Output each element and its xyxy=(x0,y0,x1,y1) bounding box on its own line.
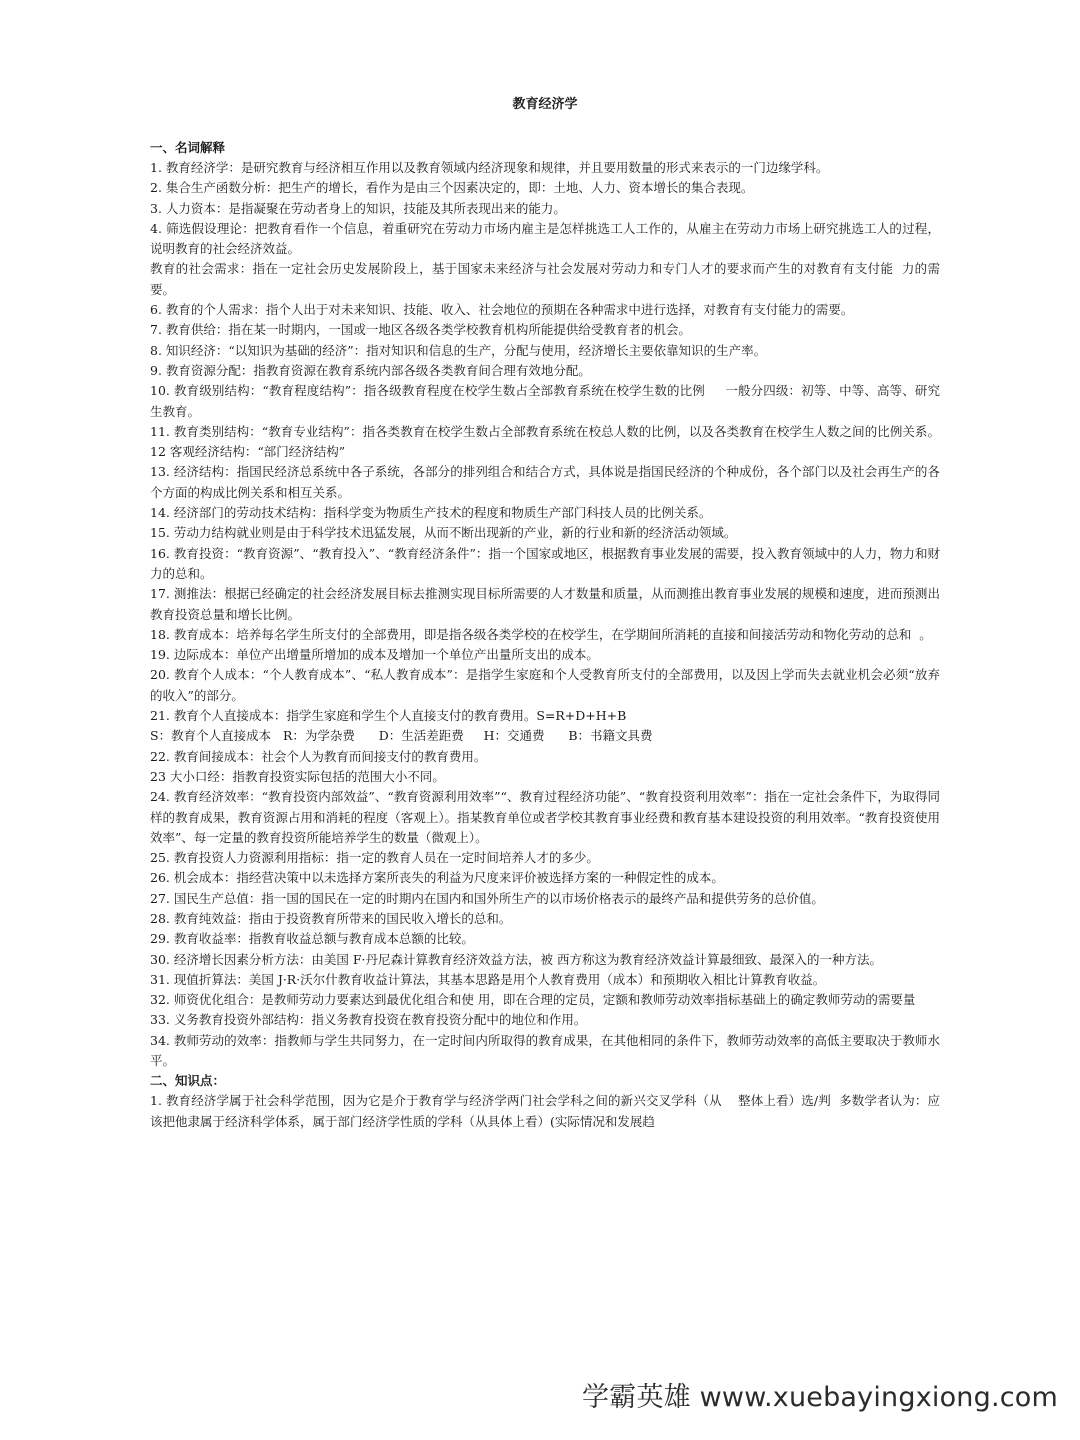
paragraph: 34. 教师劳动的效率：指教师与学生共同努力，在一定时间内所取得的教育成果，在其他相同的条件下，教师劳动效率的高低主要取决于教师水平。 xyxy=(150,1032,940,1069)
paragraph: 14. 经济部门的劳动技术结构：指科学变为物质生产技术的程度和物质生产部门科技人员的比例关系。 xyxy=(150,505,712,521)
paragraph: 9. 教育资源分配：指教育资源在教育系统内部各级各类教育间合理有效地分配。 xyxy=(150,362,591,378)
paragraph: 26. 机会成本：指经营决策中以未选择方案所丧失的利益为尺度来评价被选择方案的一种假定性的成本。 xyxy=(150,870,724,886)
paragraph: 11. 教育类别结构：“教育专业结构”：指各类教育在校学生数占全部教育系统在校总人数的比例，以及各类教育在校学生人数之间的比例关系。 12 客观经济结构：“部门经济结构” xyxy=(150,423,1076,460)
paragraph: 4. 筛选假设理论：把教育看作一个信息，着重研究在劳动力市场内雇主是怎样挑选工人工作的，从雇主在劳动力市场上研究挑选工人的过程，说明教育的社会经济效益。 xyxy=(150,220,940,257)
section-heading-terms: 一、名词解释 xyxy=(150,140,226,155)
paragraph: 8. 知识经济：“以知识为基础的经济”：指对知识和信息的生产，分配与使用，经济增长主要依靠知识的生产率。 xyxy=(150,342,767,358)
paragraph: S：教育个人直接成本 R：为学杂费 D：生活差距费 H：交通费 B：书籍文具费 xyxy=(150,728,653,744)
paragraph: 15. 劳动力结构就业则是由于科学技术迅猛发展，从而不断出现新的产业，新的行业和新的经济活动领域。 xyxy=(150,525,737,541)
paragraph: 1. 教育经济学：是研究教育与经济相互作用以及教育领域内经济现象和规律，并且要用数量的形式来表示的一门边缘学科。 xyxy=(150,160,829,175)
paragraph: 20. 教育个人成本：“个人教育成本”、“私人教育成本”：是指学生家庭和个人受教育所支付的全部费用，以及因上学而失去就业机会必须“放弃的收入”的部分。 xyxy=(150,667,940,703)
paragraph: 3. 人力资本：是指凝聚在劳动者身上的知识，技能及其所表现出来的能力。 xyxy=(150,200,566,216)
paragraph: 22. 教育间接成本：社会个人为教育而间接支付的教育费用。 xyxy=(150,748,487,764)
paragraph: 18. 教育成本：培养每名学生所支付的全部费用，即是指各级各类学校的在校学生，在学期间所消耗的直接和间接活劳动和物化劳动的总和 。 xyxy=(150,626,932,642)
paragraph: 6. 教育的个人需求：指个人出于对未来知识、技能、收入、社会地位的预期在各种需求中进行选择，对教育有支付能力的需要。 xyxy=(150,302,854,318)
paragraph: 30. 经济增长因素分析方法：由美国 F·丹尼森计算教育经济效益方法，被 西方称这为教育经济效益计算最细致、最深入的一种方法。 xyxy=(150,951,882,967)
paragraph: 2. 集合生产函数分析：把生产的增长，看作为是由三个因素决定的，即：土地、人力、资本增长的集合表现。 xyxy=(150,180,754,196)
paragraph: 31. 现值折算法：美国 J·R·沃尔什教育收益计算法，其基本思路是用个人教育费用（成本）和预期收入相比计算教育收益。 xyxy=(150,971,826,987)
paragraph: 24. 教育经济效率：“教育投资内部效益”、“教育资源利用效率”“、教育过程经济功能”、“教育投资利用效率”：指在一定社会条件下，为取得同样的教育成果，教育资源占用和消耗的程度（客观上）。指某教育单位或者学校其教育事业经费和教育基本建设投资的利用效率。“教育投资使用效率”、每一定量的教育投资所能培养学生的数量（微观上）。 xyxy=(150,789,940,845)
paragraph: 1. 教育经济学属于社会科学范围，因为它是介于教育学与经济学两门社会学科之间的新兴交叉学科（从 整体上看）选/判 多数学者认为：应该把他隶属于经济科学体系，属于部门经济学性质的学科（从具体上看）(实际情况和发展趋 xyxy=(150,1093,940,1129)
paragraph: 27. 国民生产总值：指一国的国民在一定的时期内在国内和国外所生产的以市场价格表示的最终产品和提供劳务的总价值。 xyxy=(150,890,824,906)
document-page xyxy=(150,96,1076,1132)
paragraph: 28. 教育纯效益：指由于投资教育所带来的国民收入增长的总和。 xyxy=(150,910,512,926)
paragraph: 25. 教育投资人力资源利用指标：指一定的教育人员在一定时间培养人才的多少。 xyxy=(150,850,599,866)
paragraph: 13. 经济结构：指国民经济总系统中各子系统，各部分的排列组合和结合方式，具体说是指国民经济的个种成份，各个部门以及社会再生产的各个方面的构成比例关系和相互关系。 xyxy=(150,464,940,500)
section-heading-knowledge: 二、知识点： xyxy=(150,1073,226,1089)
paragraph: 17. 测推法：根据已经确定的社会经济发展目标去推测实现目标所需要的人才数量和质量，从而测推出教育事业发展的规模和速度，进而预测出教育投资总量和增长比例。 xyxy=(150,586,940,622)
paragraph: 7. 教育供给：指在某一时期内，一国或一地区各级各类学校教育机构所能提供给受教育者的机会。 xyxy=(150,322,691,338)
paragraph: 10. 教育级别结构：“教育程度结构”：指各级教育程度在校学生数占全部教育系统在校学生数的比例 一般分四级：初等、中等、高等、研究生教育。 xyxy=(150,383,940,419)
paragraph: 21. 教育个人直接成本：指学生家庭和学生个人直接支付的教育费用。S=R+D+H+B xyxy=(150,708,627,724)
paragraph: 29. 教育收益率：指教育收益总额与教育成本总额的比较。 xyxy=(150,931,474,947)
terms-section xyxy=(150,158,1076,1071)
paragraph: 教育的社会需求：指在一定社会历史发展阶段上，基于国家未来经济与社会发展对劳动力和专门人才的要求而产生的对教育有支付能 力的需要。 xyxy=(150,261,940,297)
paragraph: 33. 义务教育投资外部结构：指义务教育投资在教育投资分配中的地位和作用。 xyxy=(150,1012,587,1028)
site-watermark: 学霸英雄 www.xuebayingxiong.com xyxy=(582,1382,1058,1413)
document-title: 教育经济学 xyxy=(512,97,578,112)
paragraph: 16. 教育投资：“教育资源”、“教育投入”、“教育经济条件”：指一个国家或地区，根据教育事业发展的需要，投入教育领域中的人力，物力和财力的总和。 xyxy=(150,545,940,581)
paragraph: 32. 师资优化组合：是教师劳动力要素达到最优化组合和使 用，即在合理的定员，定额和教师劳动效率指标基础上的确定教师劳动的需要量 xyxy=(150,992,916,1008)
paragraph: 23 大小口经：指教育投资实际包括的范围大小不同。 xyxy=(150,768,445,784)
paragraph: 19. 边际成本：单位产出增量所增加的成本及增加一个单位产出量所支出的成本。 xyxy=(150,647,599,663)
knowledge-section xyxy=(150,1091,940,1132)
